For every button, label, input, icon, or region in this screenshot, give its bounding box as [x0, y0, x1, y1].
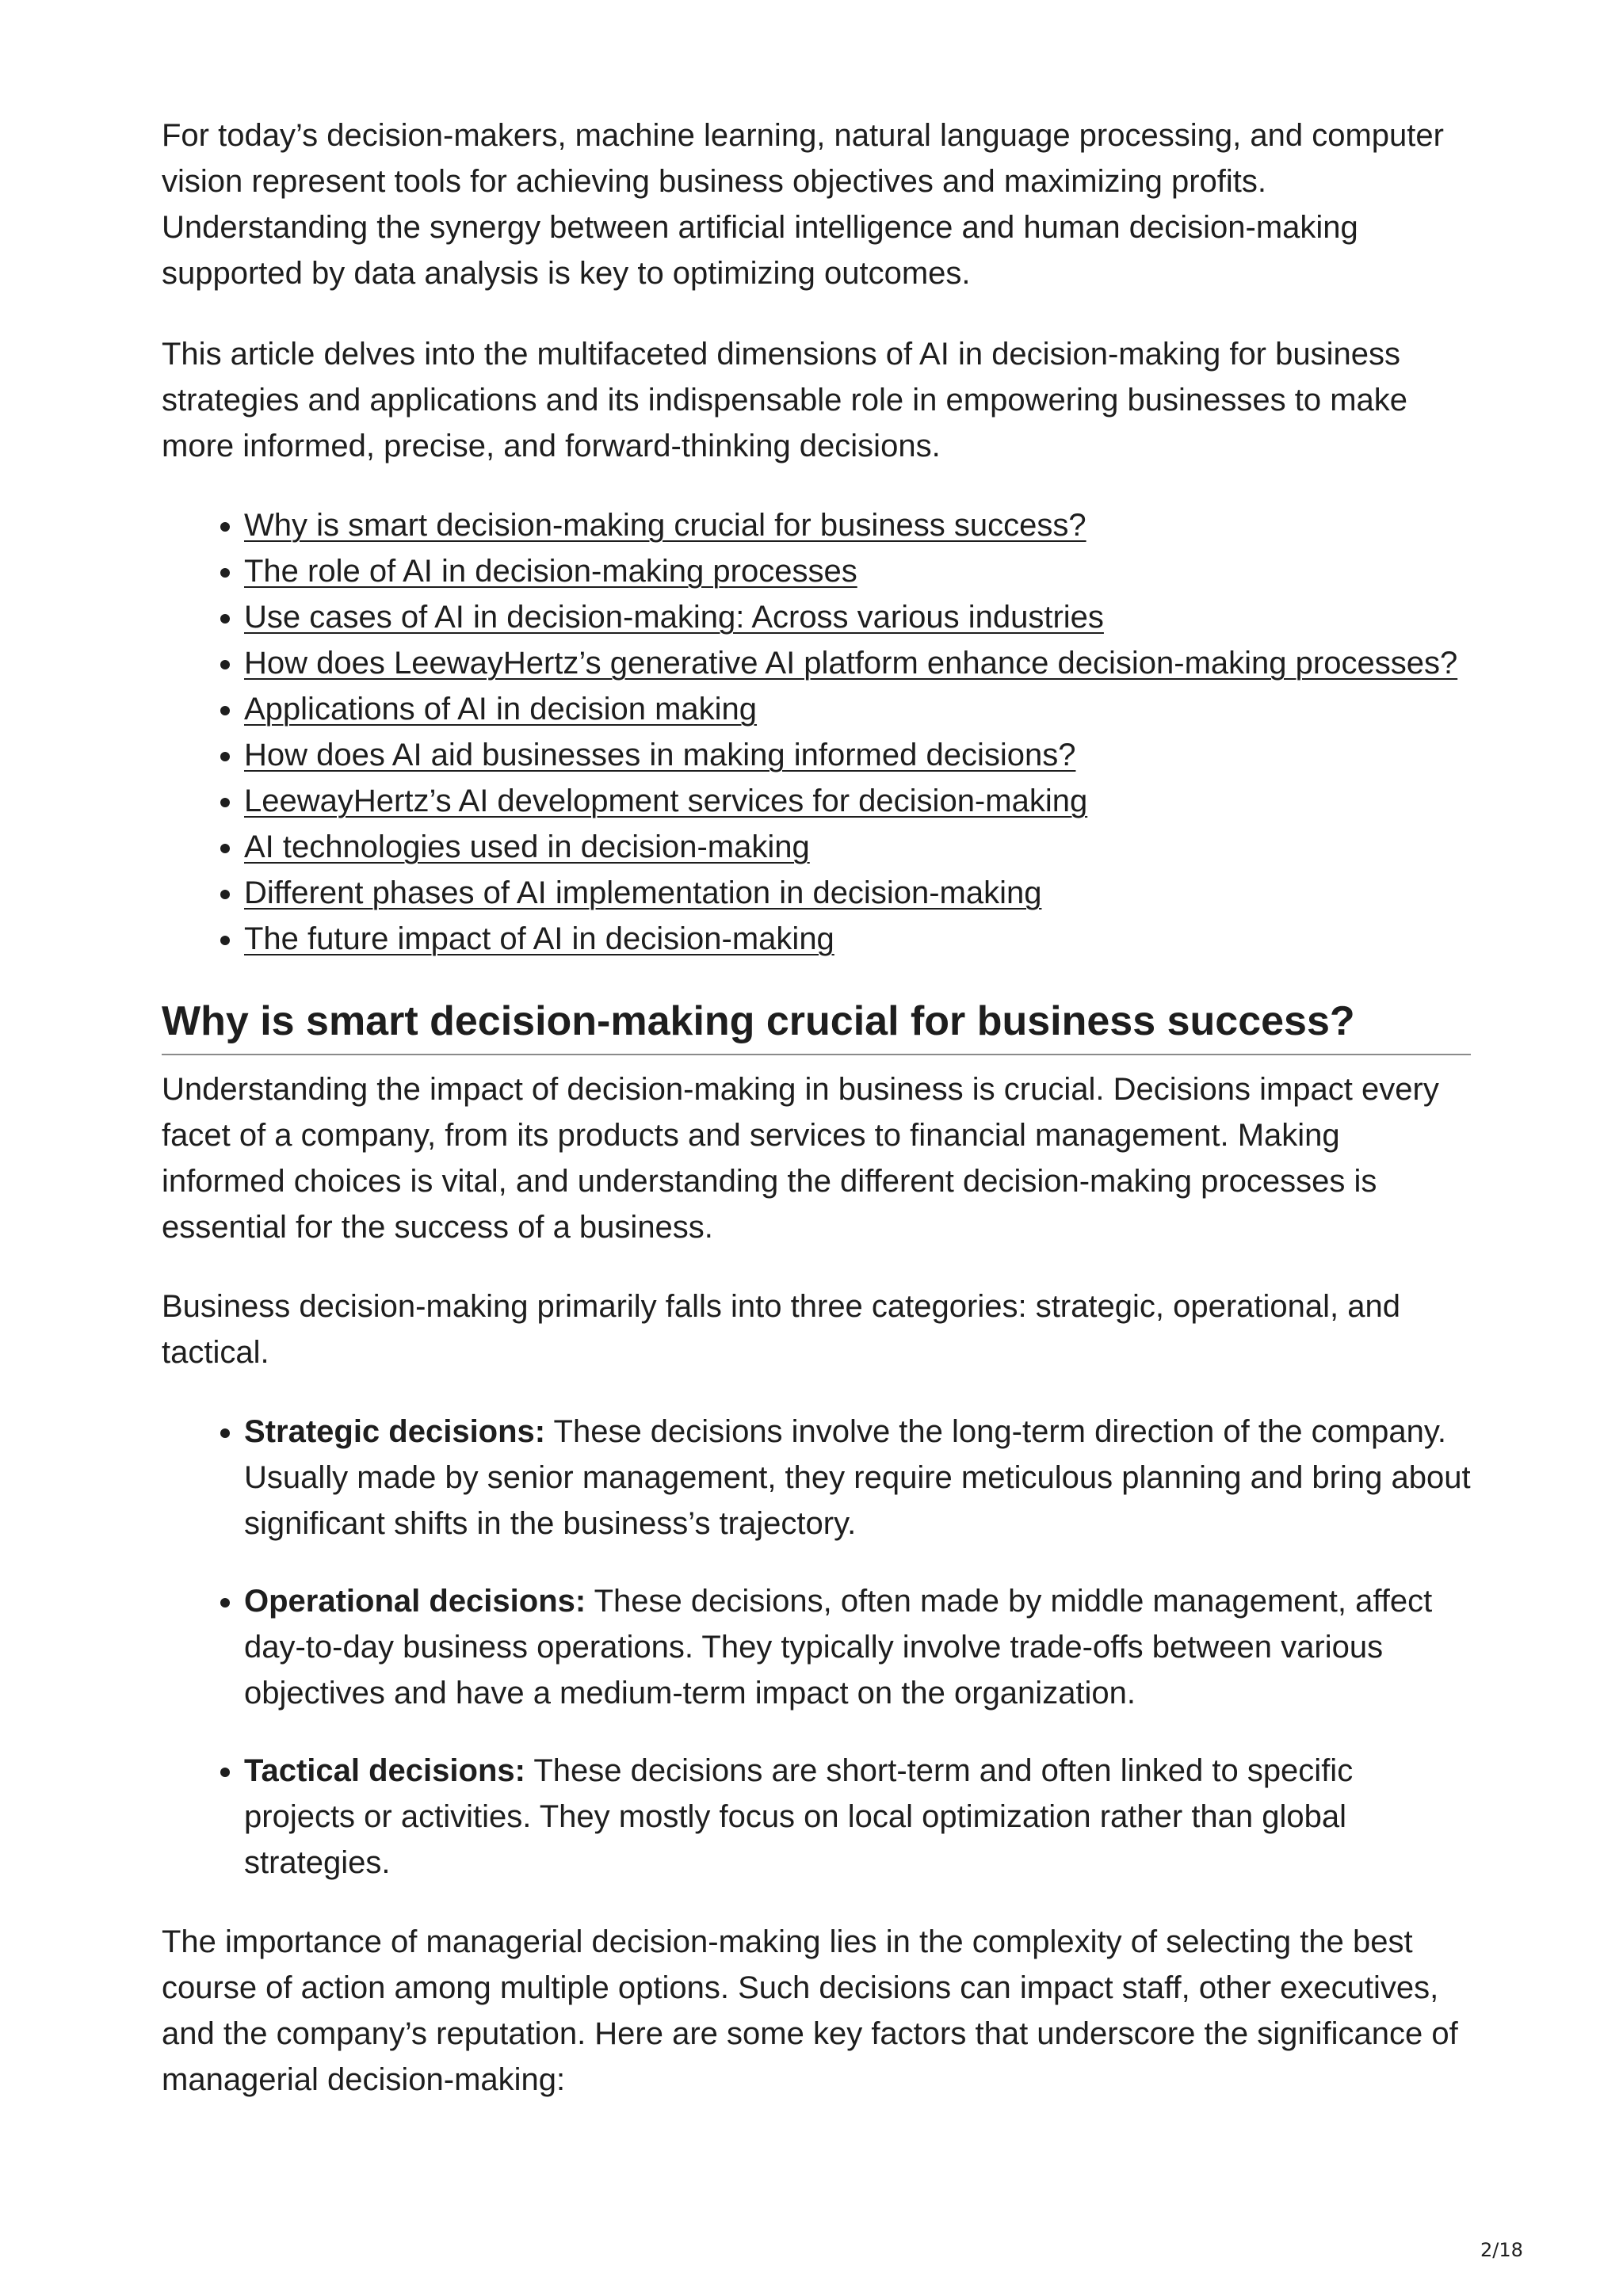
toc-link-ai-technologies[interactable]: AI technologies used in decision-making — [244, 830, 810, 864]
intro-paragraph-2: This article delves into the multifaceted dimensions of AI in decision-making for business strategies and applications and its indispensable role in empowering businesses to make more informed, precise, and forward-thinking decisions. — [162, 337, 1408, 463]
toc-item — [244, 916, 1471, 962]
list-item — [244, 1409, 1471, 1547]
toc-item — [244, 594, 1471, 640]
toc-item — [244, 870, 1471, 916]
section-heading: Why is smart decision-making crucial for business success? — [162, 995, 1471, 1055]
category-description: These decisions involve the long-term direction of the company. Usually made by senior management, they require meticulous planning and bring about significant shifts in the business’s trajectory. — [244, 1414, 1471, 1541]
toc-link-generative-ai-platform[interactable]: How does LeewayHertz’s generative AI platform enhance decision-making processes? — [244, 646, 1458, 681]
toc-item — [244, 686, 1471, 732]
toc-item — [244, 548, 1471, 594]
toc-item — [244, 502, 1471, 548]
category-description: These decisions are short-term and often linked to specific projects or activities. They mostly focus on local optimization rather than global strategies. — [244, 1753, 1354, 1880]
toc-item — [244, 778, 1471, 824]
list-item — [244, 1578, 1471, 1716]
section-paragraph-1: Understanding the impact of decision-making in business is crucial. Decisions impact every facet of a company, from its products and services to financial management. Making informed choices is vital, and understanding the different decision-making processes is essential for the success of a business. — [162, 1072, 1439, 1245]
toc-link-future-impact[interactable]: The future impact of AI in decision-making — [244, 921, 834, 956]
toc-item — [244, 824, 1471, 870]
category-term: Operational decisions: — [244, 1584, 586, 1619]
category-term: Tactical decisions: — [244, 1753, 525, 1788]
decision-categories-list — [162, 1409, 1471, 1886]
list-item — [244, 1748, 1471, 1886]
toc-link-implementation-phases[interactable]: Different phases of AI implementation in decision-making — [244, 875, 1042, 910]
toc-link-use-cases[interactable]: Use cases of AI in decision-making: Across various industries — [244, 600, 1104, 635]
section-paragraph-2: Business decision-making primarily falls into three categories: strategic, operational, and tactical. — [162, 1289, 1400, 1370]
intro-paragraph-1: For today’s decision-makers, machine learning, natural language processing, and computer vision represent tools for achieving business objectives and maximizing profits. Understanding the synergy between artificial intelligence and human decision-making supported by data analysis is key to optimizing outcomes. — [162, 118, 1444, 291]
toc-link-informed-decisions[interactable]: How does AI aid businesses in making informed decisions? — [244, 738, 1076, 772]
toc-link-smart-decision-making[interactable]: Why is smart decision-making crucial for business success? — [244, 508, 1086, 543]
page-number: 2/18 — [1480, 2239, 1523, 2261]
toc-link-role-of-ai[interactable]: The role of AI in decision-making processes — [244, 554, 857, 589]
toc-item — [244, 732, 1471, 778]
section-paragraph-3: The importance of managerial decision-making lies in the complexity of selecting the best course of action among multiple options. Such decisions can impact staff, other executives, and the company’s reputation. Here are some key factors that underscore the significance of managerial decision-making: — [162, 1924, 1458, 2097]
table-of-contents — [162, 502, 1471, 962]
category-description: These decisions, often made by middle management, affect day-to-day business operations. They typically involve trade-offs between various objectives and have a medium-term impact on the organization. — [244, 1584, 1433, 1711]
toc-link-development-services[interactable]: LeewayHertz’s AI development services for decision-making — [244, 784, 1088, 818]
category-term: Strategic decisions: — [244, 1414, 546, 1449]
toc-link-applications[interactable]: Applications of AI in decision making — [244, 692, 758, 727]
document-content — [162, 113, 1471, 2103]
toc-item — [244, 640, 1471, 686]
